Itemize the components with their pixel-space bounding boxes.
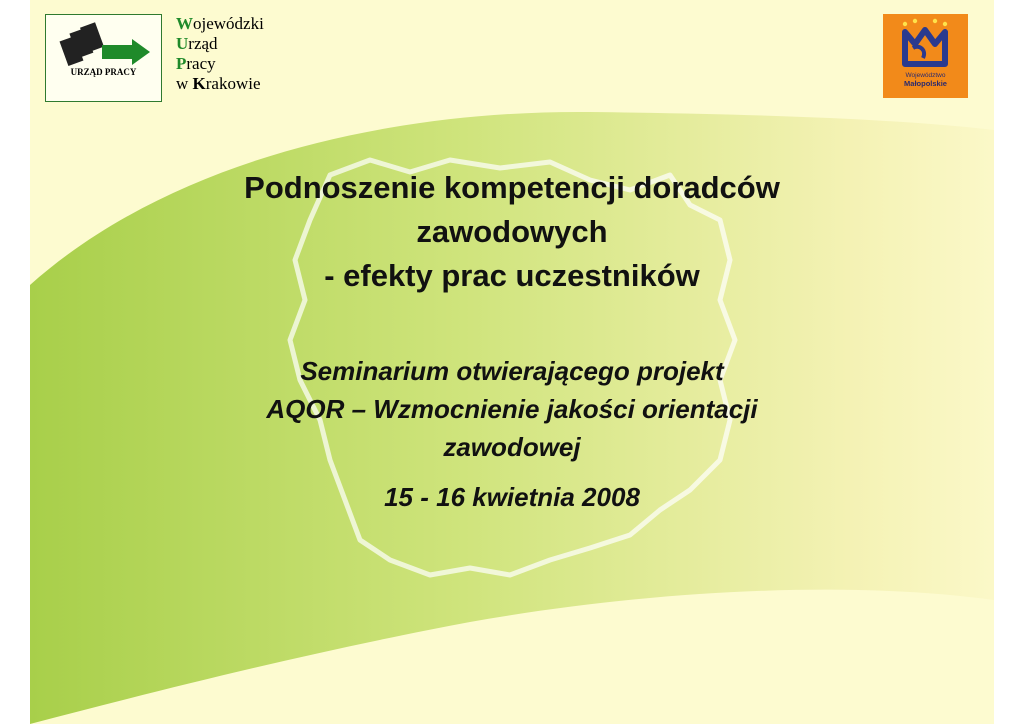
subtitle-line: Seminarium otwierającego projekt — [300, 356, 724, 386]
office-name-line-3: Pracy — [176, 54, 216, 73]
region-logo-text: Województwo Małopolskie — [904, 72, 947, 88]
presentation-title — [140, 166, 884, 298]
office-name-line-2: Urząd — [176, 34, 218, 53]
cards-arrow-icon — [46, 15, 161, 101]
seminar-subtitle — [140, 352, 884, 466]
office-name-line-4: w Krakowie — [176, 74, 261, 93]
office-logo — [45, 14, 162, 102]
slide — [30, 0, 994, 724]
title-line: - efekty prac uczestników — [324, 258, 700, 293]
subtitle-line: AQOR – Wzmocnienie jakości orientacji — [266, 394, 758, 424]
office-name-line-1: Wojewódzki — [176, 14, 264, 33]
title-line: Podnoszenie kompetencji doradców — [244, 170, 780, 205]
title-line: zawodowych — [416, 214, 608, 249]
office-logo-caption: URZĄD PRACY — [70, 67, 137, 77]
subtitle-line: zawodowej — [443, 432, 581, 462]
office-name — [176, 14, 264, 94]
event-date: 15 - 16 kwietnia 2008 — [384, 482, 640, 512]
region-logo — [883, 14, 968, 98]
